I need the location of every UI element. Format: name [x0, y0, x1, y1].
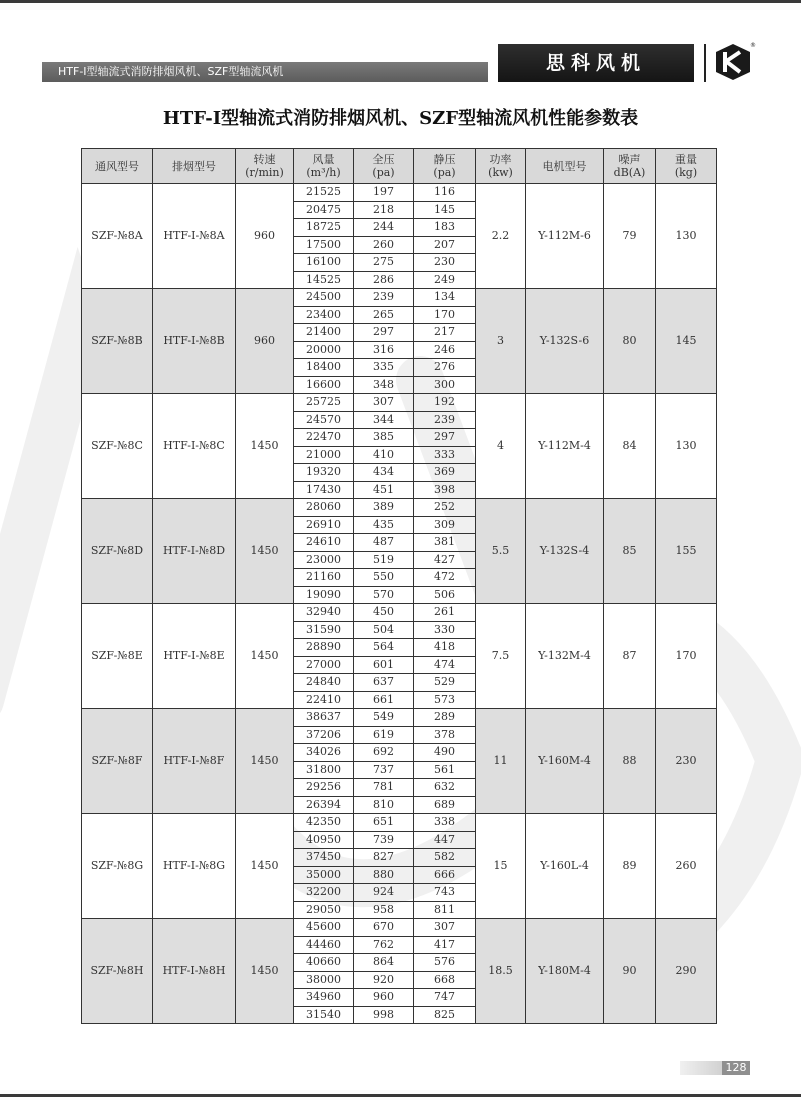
speed-cell: 960 [236, 289, 294, 394]
total-pressure-cell: 864 [354, 954, 414, 972]
total-pressure-cell: 451 [354, 481, 414, 499]
total-pressure-cell: 519 [354, 551, 414, 569]
power-cell: 11 [476, 709, 526, 814]
column-header [604, 149, 656, 184]
airflow-cell: 29256 [294, 779, 354, 797]
table-header-row [82, 149, 717, 184]
speed-cell: 1450 [236, 604, 294, 709]
speed-cell: 1450 [236, 394, 294, 499]
total-pressure-cell: 286 [354, 271, 414, 289]
total-pressure-cell: 958 [354, 901, 414, 919]
column-header-label: 电机型号 [542, 159, 587, 173]
static-pressure-cell: 145 [414, 201, 476, 219]
airflow-cell: 38000 [294, 971, 354, 989]
static-pressure-cell: 506 [414, 586, 476, 604]
static-pressure-cell: 378 [414, 726, 476, 744]
power-cell: 7.5 [476, 604, 526, 709]
airflow-cell: 22410 [294, 691, 354, 709]
power-cell: 18.5 [476, 919, 526, 1024]
table-row [82, 919, 717, 937]
static-pressure-cell: 573 [414, 691, 476, 709]
static-pressure-cell: 192 [414, 394, 476, 412]
document-title: HTF-Ⅰ型轴流式消防排烟风机、SZF型轴流风机性能参数表 [162, 108, 639, 129]
static-pressure-cell: 307 [414, 919, 476, 937]
motor-model-cell: Y-132S-4 [526, 499, 604, 604]
column-header-label: 通风型号 [95, 159, 139, 173]
ventilation-model-cell: SZF-№8G [82, 814, 153, 919]
airflow-cell: 28060 [294, 499, 354, 517]
table-row [82, 709, 717, 727]
airflow-cell: 25725 [294, 394, 354, 412]
weight-cell: 155 [656, 499, 717, 604]
total-pressure-cell: 389 [354, 499, 414, 517]
motor-model-cell: Y-180M-4 [526, 919, 604, 1024]
airflow-cell: 23400 [294, 306, 354, 324]
speed-cell: 1450 [236, 709, 294, 814]
column-header-label: 功率 [489, 153, 512, 166]
smoke-exhaust-model-cell: HTF-Ⅰ-№8C [153, 394, 236, 499]
power-cell: 15 [476, 814, 526, 919]
airflow-cell: 42350 [294, 814, 354, 832]
static-pressure-cell: 300 [414, 376, 476, 394]
static-pressure-cell: 632 [414, 779, 476, 797]
smoke-exhaust-model-cell: HTF-Ⅰ-№8G [153, 814, 236, 919]
airflow-cell: 21400 [294, 324, 354, 342]
total-pressure-cell: 737 [354, 761, 414, 779]
speed-cell: 1450 [236, 919, 294, 1024]
total-pressure-cell: 385 [354, 429, 414, 447]
static-pressure-cell: 276 [414, 359, 476, 377]
noise-cell: 84 [604, 394, 656, 499]
total-pressure-cell: 260 [354, 236, 414, 254]
airflow-cell: 27000 [294, 656, 354, 674]
total-pressure-cell: 762 [354, 936, 414, 954]
column-header-label: 风量 [312, 153, 335, 166]
total-pressure-cell: 435 [354, 516, 414, 534]
weight-cell: 145 [656, 289, 717, 394]
static-pressure-cell: 825 [414, 1006, 476, 1024]
total-pressure-cell: 410 [354, 446, 414, 464]
column-header-unit: (kw) [488, 166, 513, 179]
total-pressure-cell: 960 [354, 989, 414, 1007]
airflow-cell: 35000 [294, 866, 354, 884]
total-pressure-cell: 739 [354, 831, 414, 849]
total-pressure-cell: 316 [354, 341, 414, 359]
airflow-cell: 37206 [294, 726, 354, 744]
total-pressure-cell: 651 [354, 814, 414, 832]
weight-cell: 230 [656, 709, 717, 814]
airflow-cell: 24610 [294, 534, 354, 552]
static-pressure-cell: 811 [414, 901, 476, 919]
total-pressure-cell: 670 [354, 919, 414, 937]
total-pressure-cell: 239 [354, 289, 414, 307]
weight-cell: 290 [656, 919, 717, 1024]
table-body [82, 184, 717, 1024]
airflow-cell: 34026 [294, 744, 354, 762]
column-header [236, 149, 294, 184]
weight-cell: 170 [656, 604, 717, 709]
ventilation-model-cell: SZF-№8C [82, 394, 153, 499]
static-pressure-cell: 289 [414, 709, 476, 727]
static-pressure-cell: 309 [414, 516, 476, 534]
airflow-cell: 16600 [294, 376, 354, 394]
brand-name: 思科风机 [498, 44, 694, 82]
airflow-cell: 14525 [294, 271, 354, 289]
static-pressure-cell: 297 [414, 429, 476, 447]
airflow-cell: 34960 [294, 989, 354, 1007]
noise-cell: 89 [604, 814, 656, 919]
static-pressure-cell: 239 [414, 411, 476, 429]
airflow-cell: 26910 [294, 516, 354, 534]
total-pressure-cell: 998 [354, 1006, 414, 1024]
smoke-exhaust-model-cell: HTF-Ⅰ-№8H [153, 919, 236, 1024]
static-pressure-cell: 427 [414, 551, 476, 569]
column-header-unit: (m³/h) [306, 166, 341, 179]
static-pressure-cell: 447 [414, 831, 476, 849]
column-header-label: 重量 [675, 153, 697, 166]
airflow-cell: 26394 [294, 796, 354, 814]
static-pressure-cell: 230 [414, 254, 476, 272]
total-pressure-cell: 434 [354, 464, 414, 482]
total-pressure-cell: 570 [354, 586, 414, 604]
power-cell: 3 [476, 289, 526, 394]
static-pressure-cell: 333 [414, 446, 476, 464]
static-pressure-cell: 170 [414, 306, 476, 324]
table-row [82, 394, 717, 412]
table-row [82, 604, 717, 622]
static-pressure-cell: 472 [414, 569, 476, 587]
speed-cell: 960 [236, 184, 294, 289]
column-header-unit: (kg) [674, 166, 698, 179]
noise-cell: 79 [604, 184, 656, 289]
weight-cell: 130 [656, 184, 717, 289]
static-pressure-cell: 207 [414, 236, 476, 254]
static-pressure-cell: 338 [414, 814, 476, 832]
ventilation-model-cell: SZF-№8F [82, 709, 153, 814]
airflow-cell: 19320 [294, 464, 354, 482]
static-pressure-cell: 369 [414, 464, 476, 482]
total-pressure-cell: 924 [354, 884, 414, 902]
static-pressure-cell: 249 [414, 271, 476, 289]
static-pressure-cell: 261 [414, 604, 476, 622]
static-pressure-cell: 743 [414, 884, 476, 902]
static-pressure-cell: 689 [414, 796, 476, 814]
motor-model-cell: Y-160M-4 [526, 709, 604, 814]
total-pressure-cell: 827 [354, 849, 414, 867]
smoke-exhaust-model-cell: HTF-Ⅰ-№8A [153, 184, 236, 289]
static-pressure-cell: 666 [414, 866, 476, 884]
static-pressure-cell: 576 [414, 954, 476, 972]
total-pressure-cell: 335 [354, 359, 414, 377]
static-pressure-cell: 490 [414, 744, 476, 762]
static-pressure-cell: 561 [414, 761, 476, 779]
power-cell: 5.5 [476, 499, 526, 604]
noise-cell: 85 [604, 499, 656, 604]
table-row [82, 184, 717, 202]
airflow-cell: 29050 [294, 901, 354, 919]
total-pressure-cell: 348 [354, 376, 414, 394]
total-pressure-cell: 564 [354, 639, 414, 657]
airflow-cell: 16100 [294, 254, 354, 272]
static-pressure-cell: 381 [414, 534, 476, 552]
total-pressure-cell: 487 [354, 534, 414, 552]
table-row [82, 814, 717, 832]
motor-model-cell: Y-132S-6 [526, 289, 604, 394]
total-pressure-cell: 880 [354, 866, 414, 884]
static-pressure-cell: 582 [414, 849, 476, 867]
total-pressure-cell: 218 [354, 201, 414, 219]
ventilation-model-cell: SZF-№8B [82, 289, 153, 394]
airflow-cell: 31590 [294, 621, 354, 639]
noise-cell: 87 [604, 604, 656, 709]
registered-mark: ® [750, 42, 756, 49]
ventilation-model-cell: SZF-№8H [82, 919, 153, 1024]
power-cell: 2.2 [476, 184, 526, 289]
airflow-cell: 21525 [294, 184, 354, 202]
static-pressure-cell: 183 [414, 219, 476, 237]
static-pressure-cell: 330 [414, 621, 476, 639]
airflow-cell: 18400 [294, 359, 354, 377]
static-pressure-cell: 246 [414, 341, 476, 359]
noise-cell: 80 [604, 289, 656, 394]
smoke-exhaust-model-cell: HTF-Ⅰ-№8D [153, 499, 236, 604]
airflow-cell: 32200 [294, 884, 354, 902]
column-header-unit: (r/min) [245, 166, 284, 179]
column-header-unit: (pa) [372, 166, 395, 179]
static-pressure-cell: 474 [414, 656, 476, 674]
total-pressure-cell: 637 [354, 674, 414, 692]
airflow-cell: 24500 [294, 289, 354, 307]
airflow-cell: 22470 [294, 429, 354, 447]
performance-table [81, 148, 717, 1024]
column-header [82, 149, 153, 184]
total-pressure-cell: 920 [354, 971, 414, 989]
motor-model-cell: Y-112M-6 [526, 184, 604, 289]
brand-logo-icon [710, 40, 756, 84]
column-header [153, 149, 236, 184]
static-pressure-cell: 747 [414, 989, 476, 1007]
header-band: HTF-Ⅰ型轴流式消防排烟风机、SZF型轴流风机 [42, 62, 488, 82]
total-pressure-cell: 297 [354, 324, 414, 342]
speed-cell: 1450 [236, 499, 294, 604]
airflow-cell: 40660 [294, 954, 354, 972]
smoke-exhaust-model-cell: HTF-Ⅰ-№8E [153, 604, 236, 709]
column-header [526, 149, 604, 184]
airflow-cell: 24570 [294, 411, 354, 429]
column-header [476, 149, 526, 184]
airflow-cell: 20000 [294, 341, 354, 359]
static-pressure-cell: 217 [414, 324, 476, 342]
total-pressure-cell: 550 [354, 569, 414, 587]
static-pressure-cell: 134 [414, 289, 476, 307]
airflow-cell: 37450 [294, 849, 354, 867]
static-pressure-cell: 529 [414, 674, 476, 692]
total-pressure-cell: 810 [354, 796, 414, 814]
column-header-label: 噪声 [618, 153, 641, 166]
total-pressure-cell: 307 [354, 394, 414, 412]
static-pressure-cell: 418 [414, 639, 476, 657]
airflow-cell: 17500 [294, 236, 354, 254]
airflow-cell: 20475 [294, 201, 354, 219]
static-pressure-cell: 398 [414, 481, 476, 499]
airflow-cell: 21160 [294, 569, 354, 587]
airflow-cell: 18725 [294, 219, 354, 237]
total-pressure-cell: 601 [354, 656, 414, 674]
column-header-label: 静压 [433, 153, 456, 166]
static-pressure-cell: 668 [414, 971, 476, 989]
column-header-unit: dB(A) [613, 166, 646, 179]
power-cell: 4 [476, 394, 526, 499]
weight-cell: 130 [656, 394, 717, 499]
static-pressure-cell: 417 [414, 936, 476, 954]
total-pressure-cell: 450 [354, 604, 414, 622]
ventilation-model-cell: SZF-№8A [82, 184, 153, 289]
total-pressure-cell: 619 [354, 726, 414, 744]
column-header [414, 149, 476, 184]
column-header-label: 排烟型号 [172, 159, 216, 173]
bottom-rule [0, 1094, 801, 1097]
airflow-cell: 31540 [294, 1006, 354, 1024]
motor-model-cell: Y-112M-4 [526, 394, 604, 499]
static-pressure-cell: 252 [414, 499, 476, 517]
total-pressure-cell: 504 [354, 621, 414, 639]
airflow-cell: 17430 [294, 481, 354, 499]
column-header [354, 149, 414, 184]
total-pressure-cell: 549 [354, 709, 414, 727]
weight-cell: 260 [656, 814, 717, 919]
smoke-exhaust-model-cell: HTF-Ⅰ-№8B [153, 289, 236, 394]
ventilation-model-cell: SZF-№8D [82, 499, 153, 604]
logo-separator [704, 44, 706, 82]
static-pressure-cell: 116 [414, 184, 476, 202]
total-pressure-cell: 781 [354, 779, 414, 797]
column-header [294, 149, 354, 184]
column-header-label: 全压 [372, 153, 395, 166]
total-pressure-cell: 275 [354, 254, 414, 272]
airflow-cell: 40950 [294, 831, 354, 849]
noise-cell: 88 [604, 709, 656, 814]
total-pressure-cell: 661 [354, 691, 414, 709]
total-pressure-cell: 344 [354, 411, 414, 429]
table-row [82, 499, 717, 517]
airflow-cell: 21000 [294, 446, 354, 464]
smoke-exhaust-model-cell: HTF-Ⅰ-№8F [153, 709, 236, 814]
airflow-cell: 32940 [294, 604, 354, 622]
page-number: 128 [722, 1061, 750, 1075]
airflow-cell: 31800 [294, 761, 354, 779]
airflow-cell: 45600 [294, 919, 354, 937]
column-header [656, 149, 717, 184]
motor-model-cell: Y-132M-4 [526, 604, 604, 709]
ventilation-model-cell: SZF-№8E [82, 604, 153, 709]
column-header-unit: (pa) [433, 166, 456, 179]
motor-model-cell: Y-160L-4 [526, 814, 604, 919]
noise-cell: 90 [604, 919, 656, 1024]
total-pressure-cell: 692 [354, 744, 414, 762]
airflow-cell: 44460 [294, 936, 354, 954]
airflow-cell: 24840 [294, 674, 354, 692]
airflow-cell: 28890 [294, 639, 354, 657]
column-header-label: 转速 [253, 153, 276, 166]
total-pressure-cell: 197 [354, 184, 414, 202]
table-row [82, 289, 717, 307]
airflow-cell: 19090 [294, 586, 354, 604]
airflow-cell: 23000 [294, 551, 354, 569]
speed-cell: 1450 [236, 814, 294, 919]
total-pressure-cell: 244 [354, 219, 414, 237]
total-pressure-cell: 265 [354, 306, 414, 324]
airflow-cell: 38637 [294, 709, 354, 727]
